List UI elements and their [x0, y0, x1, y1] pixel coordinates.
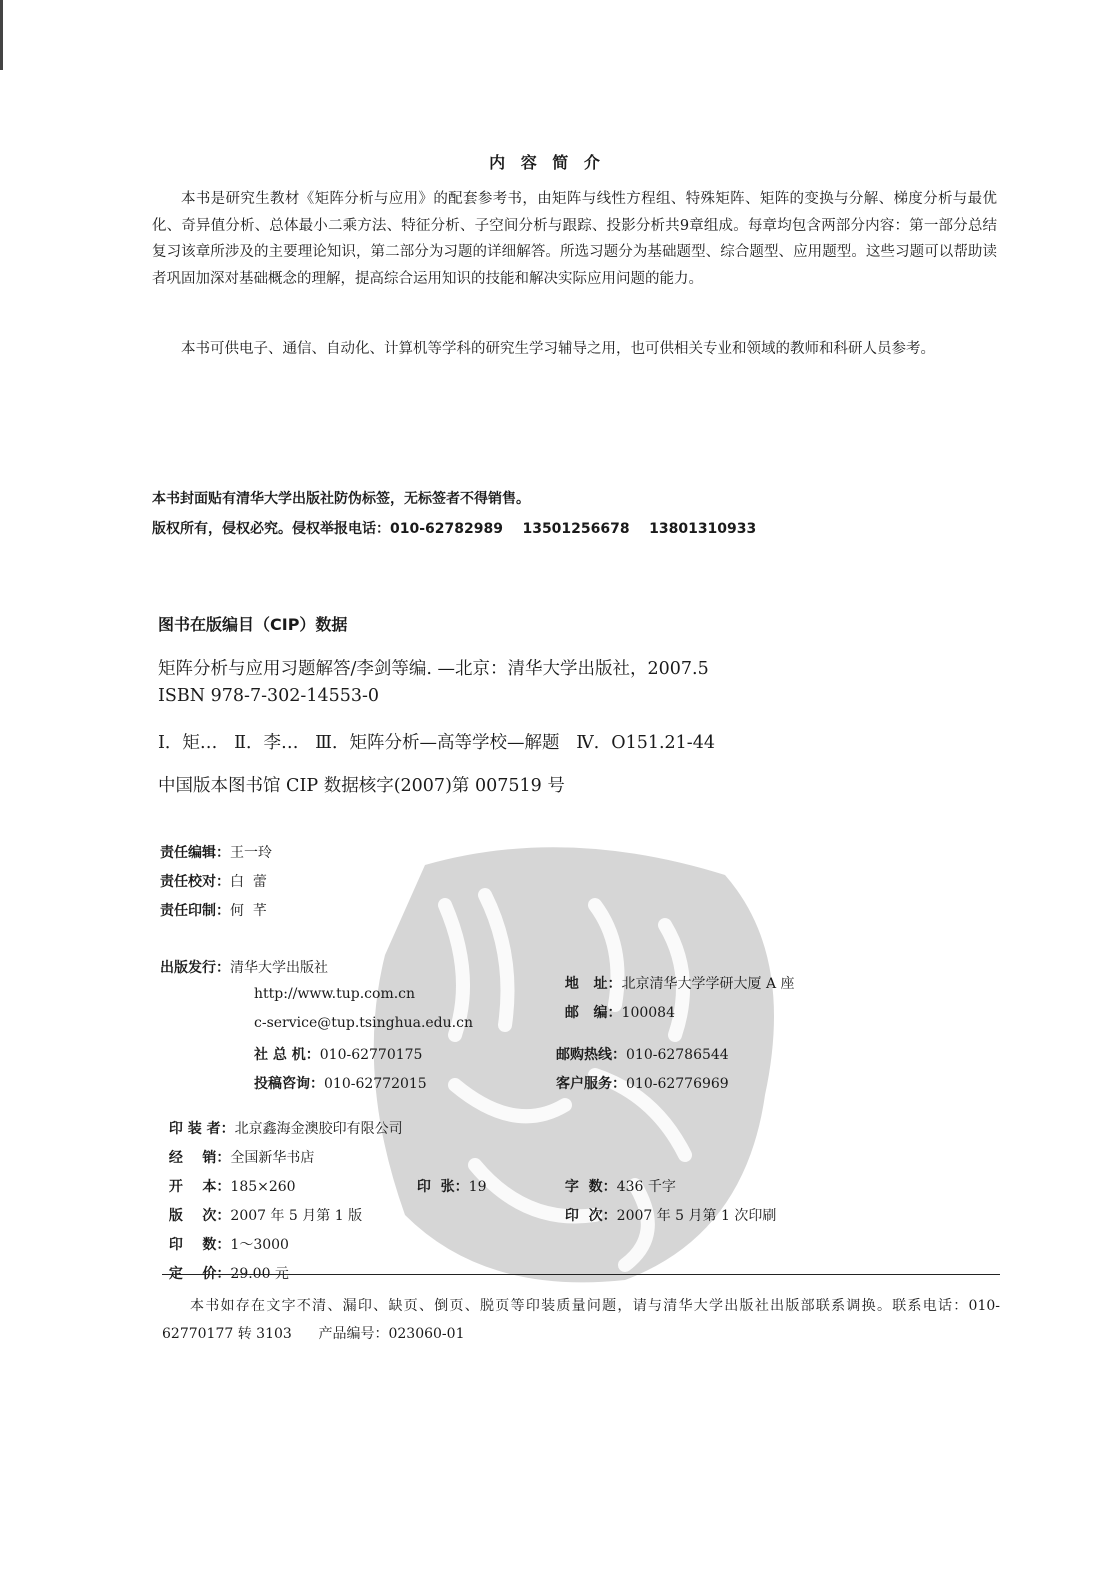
quality-notice: 本书如存在文字不清、漏印、缺页、倒页、脱页等印装质量问题，请与清华大学出版社出版部联系调换。联系电话：010-62770177 转 3103 产品编号：023060-01 [162, 1298, 1000, 1342]
publisher-website[interactable]: http://www.tup.com.cn [254, 986, 416, 1002]
zip-value: 100084 [621, 1005, 675, 1021]
printer-label: 印 装 者： [168, 1121, 235, 1137]
cip-record-number: 中国版本图书馆 CIP 数据核字(2007)第 007519 号 [158, 776, 565, 796]
zip-row [556, 986, 675, 1022]
submission-label: 投稿咨询： [254, 1076, 324, 1092]
publisher-label: 出版发行： [160, 960, 230, 976]
publisher-name: 清华大学出版社 [230, 960, 328, 976]
submission-value: 010-62772015 [324, 1076, 427, 1092]
credit-value: 白 蕾 [230, 874, 267, 890]
credit-label: 责任印制： [160, 903, 230, 919]
copies-value: 1～3000 [230, 1237, 289, 1253]
cip-isbn: ISBN 978-7-302-14553-0 [158, 686, 380, 706]
customer-service-label: 客户服务： [556, 1076, 626, 1092]
cip-title: 图书在版编目（CIP）数据 [158, 615, 348, 634]
anti-counterfeit-notice: 本书封面贴有清华大学出版社防伪标签，无标签者不得销售。 [152, 491, 530, 507]
publisher-email[interactable]: c-service@tup.tsinghua.edu.cn [254, 1015, 473, 1031]
address-label: 地 址： [564, 976, 622, 992]
switchboard-label: 社 总 机： [254, 1047, 320, 1063]
copyright-notice: 版权所有，侵权必究。侵权举报电话：010-62782989 13501256678 13801310933 [152, 521, 757, 537]
credit-label: 责任校对： [160, 874, 230, 890]
printer-value: 北京鑫海金澳胶印有限公司 [234, 1121, 403, 1137]
credit-row [160, 842, 272, 862]
credit-value: 王一玲 [230, 845, 272, 861]
price-row [160, 1247, 289, 1283]
price-value: 29.00 元 [230, 1266, 289, 1282]
mail-order-value: 010-62786544 [626, 1047, 729, 1063]
format-label: 开 本： [168, 1179, 231, 1195]
word-count-label: 字 数： [564, 1179, 617, 1195]
sheets-label: 印 张： [416, 1179, 469, 1195]
mail-order-row [556, 1044, 729, 1064]
switchboard-value: 010-62770175 [319, 1047, 423, 1063]
distributor-value: 全国新华书店 [230, 1150, 315, 1166]
mail-order-label: 邮购热线： [556, 1047, 626, 1063]
edition-value: 2007 年 5 月第 1 版 [230, 1208, 363, 1224]
credit-label: 责任编辑： [160, 845, 230, 861]
submission-row [254, 1073, 427, 1093]
sheets-row [408, 1160, 486, 1196]
zip-label: 邮 编： [564, 1005, 622, 1021]
intro-paragraph: 本书是研究生教材《矩阵分析与应用》的配套参考书，由矩阵与线性方程组、特殊矩阵、矩阵的变换与分解、梯度分析与最优化、奇异值分析、总体最小二乘方法、特征分析、子空间分析与跟踪、投影分析共9章组成。每章均包含两部分内容：第一部分总结复习该章所涉及的主要理论知识，第二部分为习题的详细解答。所选习题分为基础题型、综合题型、应用题型。这些习题可以帮助读者巩固加深对基础概念的理解，提高综合运用知识的技能和解决实际应用问题的能力。 [152, 191, 997, 287]
address-value: 北京清华大学学研大厦 A 座 [621, 976, 795, 992]
sheets-value: 19 [468, 1179, 487, 1195]
format-value: 185×260 [230, 1179, 296, 1195]
page-edge-mark [0, 0, 3, 70]
credit-value: 何 芊 [230, 903, 267, 919]
cip-classification: Ⅰ．矩… Ⅱ．李… Ⅲ．矩阵分析—高等学校—解题 Ⅳ．O151.21-44 [158, 733, 715, 753]
price-label: 定 价： [168, 1266, 231, 1282]
copies-label: 印 数： [168, 1237, 231, 1253]
word-count-value: 436 千字 [616, 1179, 676, 1195]
cip-line: 矩阵分析与应用习题解答/李剑等编. —北京：清华大学出版社，2007.5 [158, 659, 709, 679]
distributor-label: 经 销： [168, 1150, 231, 1166]
footer-divider [162, 1274, 1000, 1275]
edition-label: 版 次： [168, 1208, 231, 1224]
printing-value: 2007 年 5 月第 1 次印刷 [616, 1208, 777, 1224]
customer-service-value: 010-62776969 [626, 1076, 729, 1092]
intro-paragraph: 本书可供电子、通信、自动化、计算机等学科的研究生学习辅导之用，也可供相关专业和领域的教师和科研人员参考。 [181, 341, 935, 357]
printing-row [556, 1189, 776, 1225]
credit-row [160, 871, 267, 891]
customer-service-row [556, 1073, 729, 1093]
printing-label: 印 次： [564, 1208, 617, 1224]
section-heading: 内 容 简 介 [489, 153, 605, 172]
switchboard-row [254, 1044, 422, 1064]
credit-row [160, 900, 267, 920]
publisher-row [160, 957, 328, 977]
